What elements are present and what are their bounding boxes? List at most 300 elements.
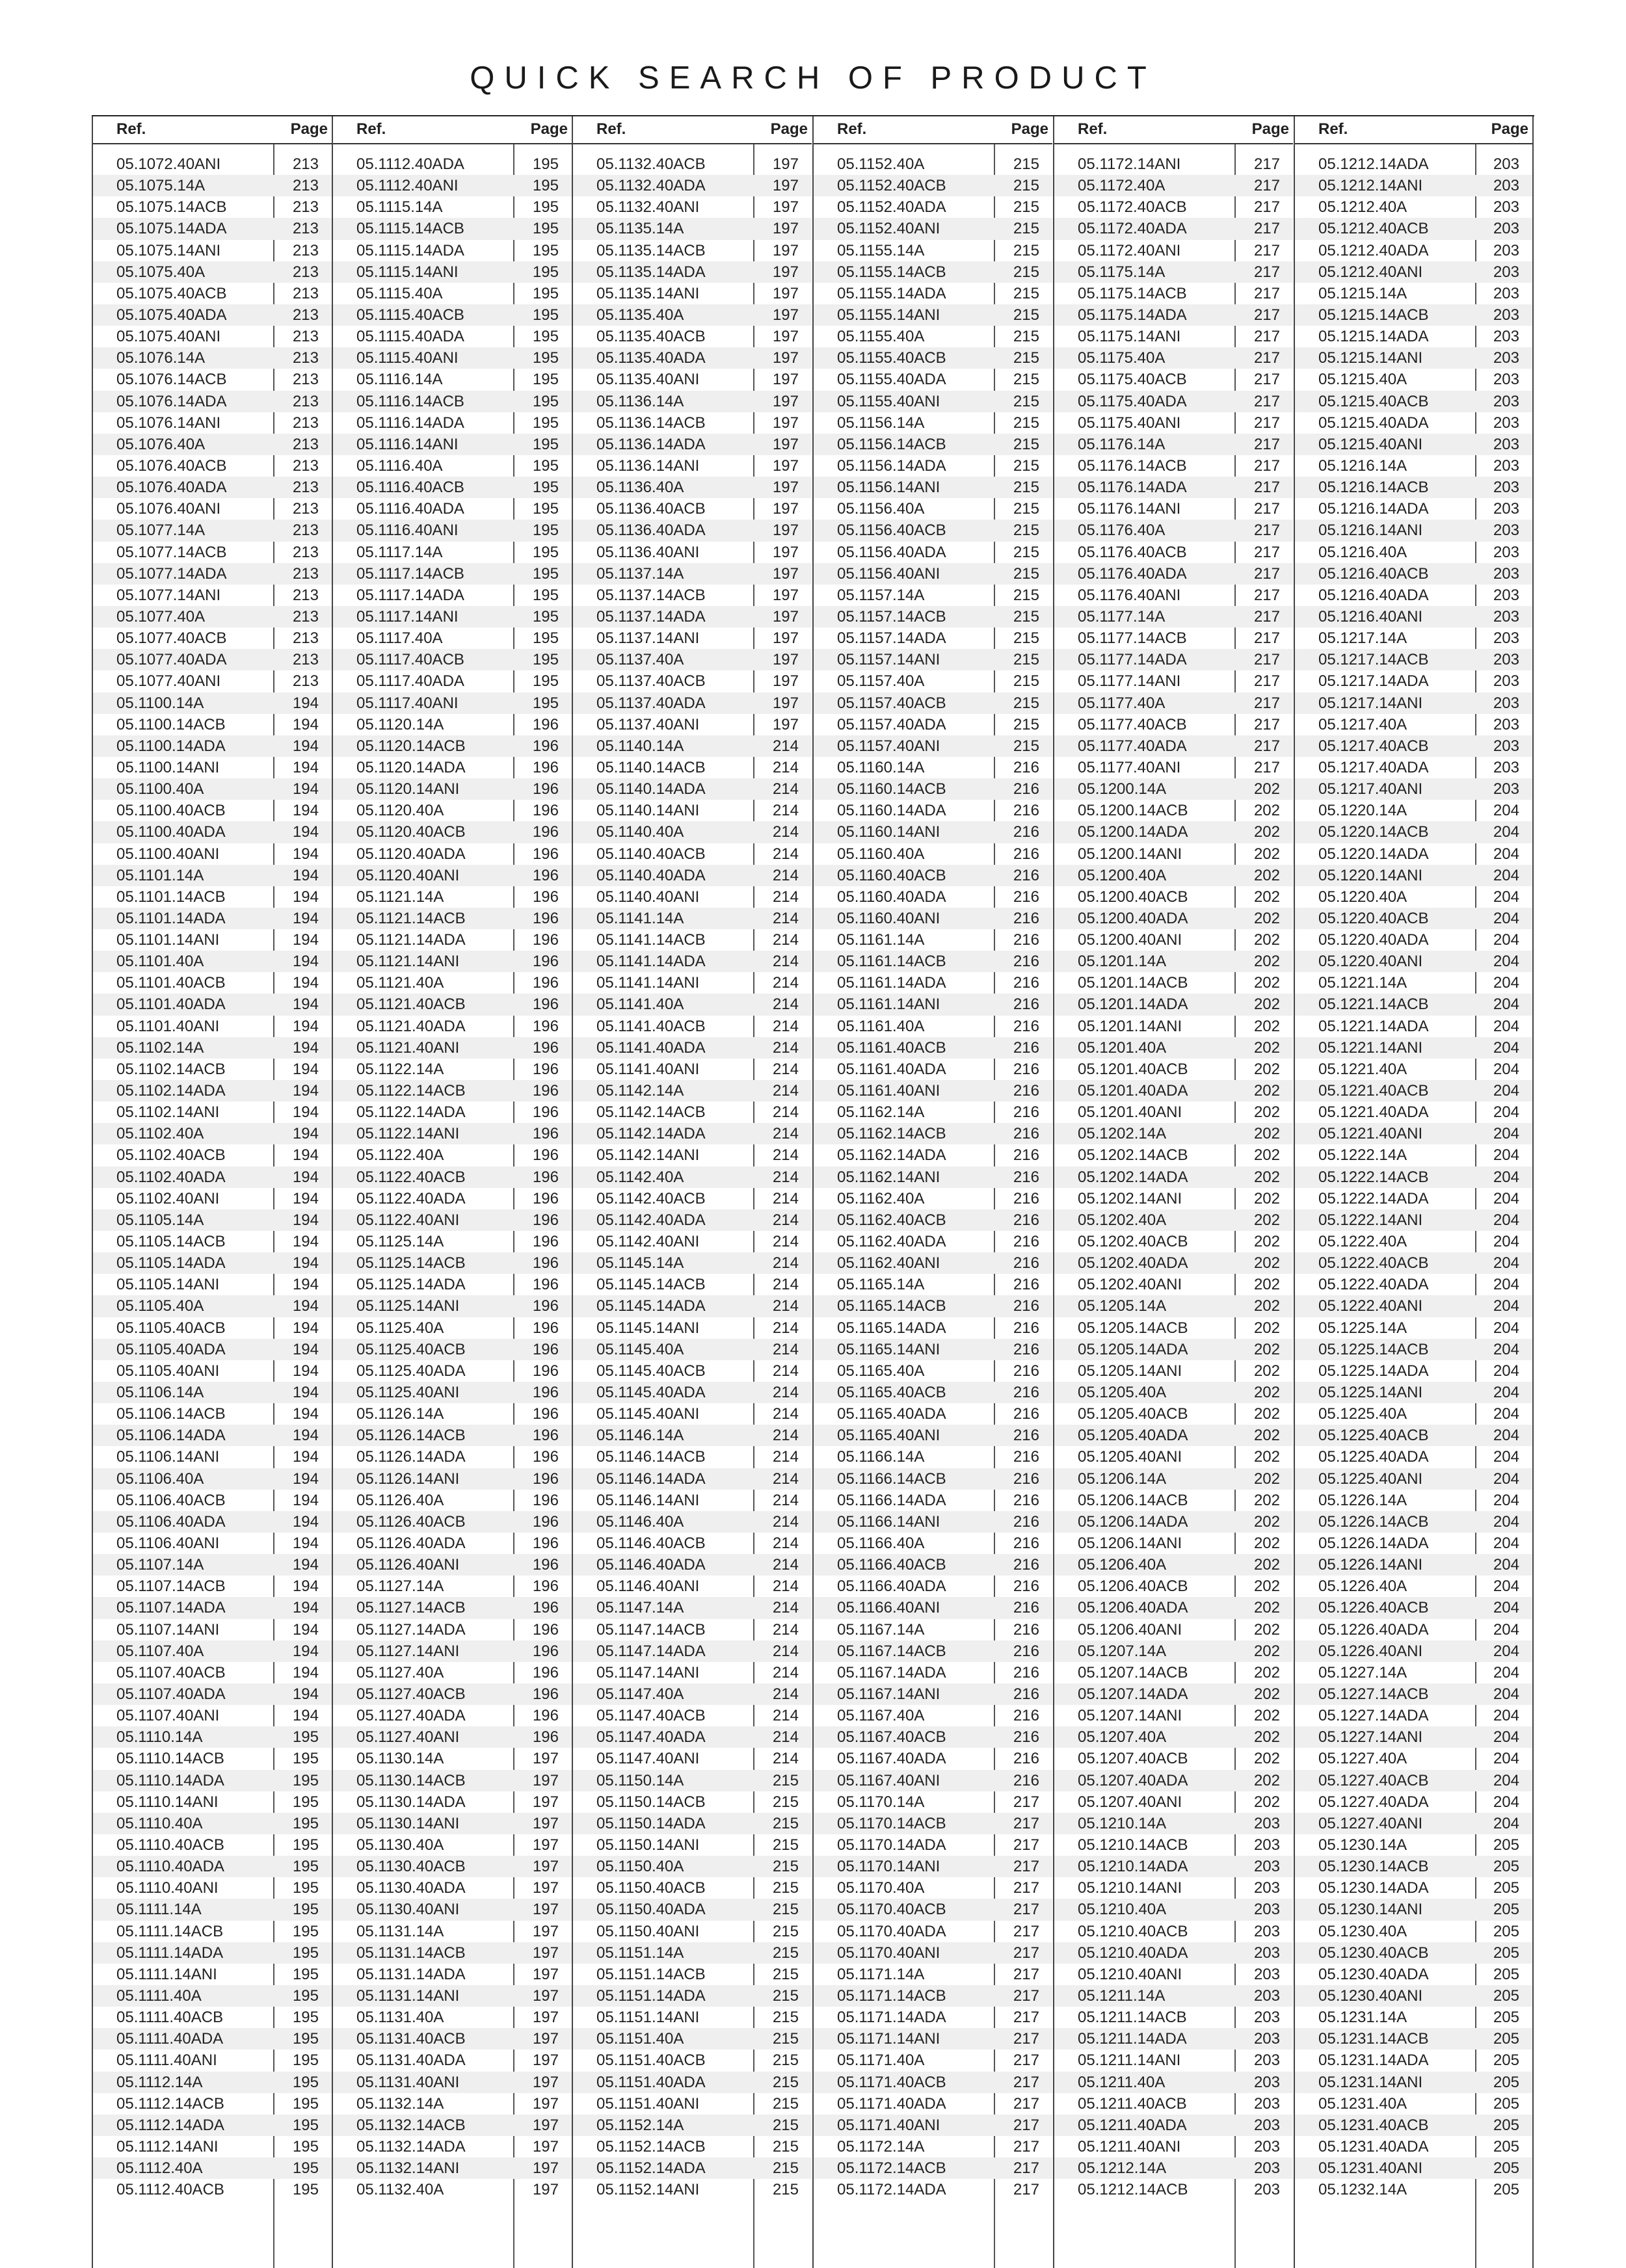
table-row [573, 1662, 812, 1683]
table-row [1295, 1533, 1532, 1554]
product-ref: 05.1225.14ADA [1318, 1362, 1429, 1380]
product-ref: 05.1140.40ANI [596, 888, 700, 906]
table-row [814, 1791, 1052, 1813]
page-number: 204 [1493, 1211, 1519, 1229]
page-number: 194 [292, 1146, 319, 1165]
index-rows [333, 153, 572, 2200]
table-row [814, 261, 1052, 283]
page-number: 215 [1013, 349, 1039, 367]
page-number: 217 [1253, 651, 1280, 669]
table-row [1295, 692, 1532, 714]
table-row [333, 1252, 572, 1274]
page-number: 195 [532, 241, 559, 259]
product-ref: 05.1206.40A [1078, 1556, 1167, 1574]
table-row [333, 670, 572, 692]
table-row [814, 1382, 1052, 1403]
table-row [814, 196, 1052, 218]
product-ref: 05.1142.14ADA [596, 1125, 706, 1143]
product-ref: 05.1216.40ADA [1318, 586, 1429, 604]
page-number: 215 [1013, 456, 1039, 475]
table-row [333, 886, 572, 908]
product-ref: 05.1121.40ADA [356, 1017, 466, 1035]
page-number: 217 [1253, 155, 1280, 173]
page-number: 197 [532, 1750, 559, 1768]
product-ref: 05.1125.14ACB [356, 1254, 466, 1272]
table-row [814, 240, 1052, 261]
table-row [1054, 1317, 1293, 1339]
page-number: 214 [772, 802, 799, 820]
product-ref: 05.1167.40ANI [837, 1771, 940, 1789]
page-number: 205 [1493, 1858, 1519, 1876]
table-row [93, 886, 332, 908]
table-row [333, 412, 572, 434]
page-number: 205 [1493, 1901, 1519, 1919]
index-column [332, 116, 572, 2268]
page-number: 195 [532, 629, 559, 648]
page-number: 196 [532, 909, 559, 927]
page-number: 196 [532, 1125, 559, 1143]
product-ref: 05.1165.40ADA [837, 1405, 946, 1423]
product-ref: 05.1076.14ANI [116, 414, 221, 432]
table-row [814, 1899, 1052, 1920]
page-number: 194 [292, 1707, 319, 1725]
page-number: 214 [772, 1082, 799, 1100]
page-number: 205 [1493, 1879, 1519, 1897]
page-number: 204 [1493, 1276, 1519, 1294]
product-ref: 05.1207.14ACB [1078, 1663, 1188, 1681]
table-row [573, 391, 812, 412]
table-row [814, 326, 1052, 347]
page-number: 213 [292, 500, 319, 518]
page-number: 203 [1493, 328, 1519, 346]
page-number: 216 [1013, 1189, 1039, 1207]
page-number: 213 [292, 629, 319, 648]
product-ref: 05.1136.40ADA [596, 521, 706, 540]
product-ref: 05.1175.40ACB [1078, 371, 1187, 389]
table-row [1054, 1748, 1293, 1769]
product-ref: 05.1145.40ACB [596, 1362, 706, 1380]
table-row [333, 2050, 572, 2071]
page-number: 195 [532, 349, 559, 367]
product-ref: 05.1230.40A [1318, 1922, 1407, 1940]
page-number: 203 [1493, 306, 1519, 324]
product-ref: 05.1140.14ACB [596, 758, 706, 776]
table-row [573, 1791, 812, 1813]
product-ref: 05.1100.14ANI [116, 758, 220, 776]
product-ref: 05.1157.14A [837, 586, 925, 604]
page-number: 202 [1253, 1125, 1280, 1143]
table-row [814, 670, 1052, 692]
product-ref: 05.1110.40ACB [116, 1836, 224, 1854]
product-ref: 05.1216.14ANI [1318, 521, 1423, 540]
page-number: 217 [1253, 694, 1280, 712]
table-row [1295, 304, 1532, 326]
product-ref: 05.1165.40ACB [837, 1384, 946, 1402]
product-ref: 05.1225.14ANI [1318, 1384, 1423, 1402]
page-number: 214 [772, 1491, 799, 1509]
table-row [814, 649, 1052, 670]
product-ref: 05.1136.14ACB [596, 414, 706, 432]
table-row [814, 606, 1052, 627]
table-row [1295, 1597, 1532, 1618]
page-number: 197 [772, 414, 799, 432]
page-number: 202 [1253, 1384, 1280, 1402]
product-ref: 05.1141.40A [596, 996, 684, 1014]
page-number: 194 [292, 1556, 319, 1574]
product-ref: 05.1210.14A [1078, 1814, 1167, 1832]
page-number: 215 [772, 2181, 799, 2199]
page-number: 215 [1013, 651, 1039, 669]
product-ref: 05.1127.40ACB [356, 1685, 466, 1703]
table-row [1295, 1899, 1532, 1920]
table-row [93, 1339, 332, 1360]
table-row [1295, 2007, 1532, 2028]
page-number: 194 [292, 1233, 319, 1251]
page-number: 204 [1493, 1750, 1519, 1768]
page-number: 202 [1253, 823, 1280, 841]
table-row [333, 1705, 572, 1726]
product-ref: 05.1205.14ANI [1078, 1362, 1182, 1380]
page-number: 217 [1253, 220, 1280, 238]
table-row [1054, 1231, 1293, 1252]
page-number: 214 [772, 1448, 799, 1466]
table-row [1054, 951, 1293, 972]
table-row [1295, 1016, 1532, 1037]
product-ref: 05.1135.40ANI [596, 371, 700, 389]
page-number: 195 [292, 2073, 319, 2091]
product-ref: 05.1110.14A [116, 1728, 203, 1747]
page-number: 204 [1493, 1340, 1519, 1358]
table-row [1054, 412, 1293, 434]
product-ref: 05.1120.14ADA [356, 758, 466, 776]
product-ref: 05.1112.14ADA [116, 2116, 224, 2134]
product-ref: 05.1201.14ACB [1078, 974, 1188, 992]
table-row [93, 2050, 332, 2071]
page-number: 216 [1013, 866, 1039, 884]
page-number: 217 [1253, 629, 1280, 648]
page-number: 194 [292, 931, 319, 949]
page-number: 197 [532, 1771, 559, 1789]
product-ref: 05.1135.14ACB [596, 241, 706, 259]
table-row [93, 1964, 332, 1985]
product-ref: 05.1226.40ACB [1318, 1599, 1429, 1617]
page-number: 202 [1253, 996, 1280, 1014]
page-header: Page [530, 120, 568, 138]
product-ref: 05.1122.40A [356, 1146, 444, 1165]
table-row [573, 2007, 812, 2028]
table-row [93, 1662, 332, 1683]
table-row [1054, 1188, 1293, 1209]
product-ref: 05.1111.40ANI [116, 2051, 217, 2070]
table-row [814, 1554, 1052, 1576]
product-ref: 05.1165.14ACB [837, 1297, 946, 1315]
page-number: 203 [1493, 715, 1519, 733]
table-row [93, 1080, 332, 1101]
product-ref: 05.1177.40ADA [1078, 737, 1187, 755]
page-number: 194 [292, 737, 319, 755]
product-ref: 05.1126.14ACB [356, 1427, 466, 1445]
product-ref: 05.1106.40A [116, 1470, 204, 1488]
table-row [1054, 1511, 1293, 1533]
product-ref: 05.1107.14ADA [116, 1599, 226, 1617]
table-row [1054, 498, 1293, 520]
product-ref: 05.1076.14ACB [116, 371, 227, 389]
table-row [93, 929, 332, 951]
product-ref: 05.1127.14ANI [356, 1642, 460, 1660]
page-number: 213 [292, 651, 319, 669]
page-number: 202 [1253, 1642, 1280, 1660]
product-ref: 05.1112.14ANI [116, 2137, 219, 2156]
table-row [93, 865, 332, 886]
product-ref: 05.1201.40A [1078, 1038, 1167, 1057]
page-number: 217 [1253, 306, 1280, 324]
product-ref: 05.1075.14ADA [116, 220, 227, 238]
table-row [93, 2115, 332, 2136]
product-ref: 05.1105.40ADA [116, 1340, 226, 1358]
table-row [573, 2093, 812, 2115]
table-row [93, 1209, 332, 1231]
page-number: 195 [292, 1814, 319, 1832]
product-ref: 05.1167.14ANI [837, 1685, 940, 1703]
page-number: 203 [1493, 521, 1519, 540]
page-number: 204 [1493, 1535, 1519, 1552]
page-number: 215 [1013, 198, 1039, 217]
table-row [93, 2157, 332, 2179]
page-number: 194 [292, 1362, 319, 1380]
table-row [1054, 1167, 1293, 1188]
product-ref: 05.1130.40ANI [356, 1901, 460, 1919]
page-number: 196 [532, 866, 559, 884]
page-number: 202 [1253, 1254, 1280, 1272]
table-row [1054, 1101, 1293, 1123]
product-ref: 05.1077.40A [116, 607, 206, 626]
table-row [573, 1619, 812, 1641]
product-ref: 05.1075.40ACB [116, 284, 227, 302]
page-number: 196 [532, 737, 559, 755]
product-ref: 05.1210.40ANI [1078, 1965, 1182, 1983]
table-row [1295, 800, 1532, 821]
table-row [814, 1921, 1052, 1942]
page-number: 215 [1013, 284, 1039, 302]
ref-header: Ref. [356, 120, 386, 138]
product-ref: 05.1221.14ANI [1318, 1038, 1423, 1057]
product-ref: 05.1110.14ADA [116, 1771, 224, 1789]
table-row [93, 1188, 332, 1209]
product-ref: 05.1162.14ANI [837, 1168, 940, 1186]
table-row [333, 778, 572, 800]
table-row [573, 304, 812, 326]
product-ref: 05.1117.14A [356, 543, 443, 561]
product-ref: 05.1126.14ADA [356, 1448, 466, 1466]
page-number: 215 [772, 2073, 799, 2091]
product-ref: 05.1101.14ANI [116, 931, 220, 949]
page-number: 215 [1013, 220, 1039, 238]
page-number: 215 [772, 2009, 799, 2027]
page-number: 203 [1253, 1814, 1280, 1832]
page-number: 196 [532, 931, 559, 949]
product-ref: 05.1201.14ADA [1078, 996, 1188, 1014]
product-ref: 05.1170.14A [837, 1793, 925, 1811]
table-row [814, 757, 1052, 778]
table-row [333, 1188, 572, 1209]
table-row [1295, 908, 1532, 929]
page-number: 204 [1493, 866, 1519, 884]
product-ref: 05.1131.14ANI [356, 1986, 460, 2005]
product-ref: 05.1167.40ACB [837, 1728, 946, 1747]
product-ref: 05.1206.14ADA [1078, 1512, 1188, 1531]
table-row [333, 735, 572, 757]
product-ref: 05.1212.40A [1318, 198, 1407, 217]
table-row [573, 1123, 812, 1144]
table-row [1295, 1576, 1532, 1597]
product-ref: 05.1226.14ADA [1318, 1535, 1429, 1552]
product-ref: 05.1172.14ANI [1078, 155, 1181, 173]
index-column [1294, 116, 1534, 2268]
product-ref: 05.1151.14A [596, 1944, 684, 1962]
table-row [93, 1490, 332, 1511]
product-ref: 05.1107.40ANI [116, 1707, 220, 1725]
product-ref: 05.1212.40ACB [1318, 220, 1429, 238]
table-row [573, 175, 812, 196]
table-row [1054, 347, 1293, 369]
product-ref: 05.1155.40ADA [837, 371, 946, 389]
table-row [573, 2136, 812, 2157]
product-ref: 05.1205.40ANI [1078, 1448, 1182, 1466]
table-row [1054, 1726, 1293, 1748]
product-ref: 05.1167.40ADA [837, 1750, 946, 1768]
table-row [1054, 2072, 1293, 2093]
page-number: 194 [292, 1427, 319, 1445]
table-row [1054, 1425, 1293, 1446]
page-number: 195 [292, 1793, 319, 1811]
page-number: 216 [1013, 1082, 1039, 1100]
table-row [333, 1511, 572, 1533]
product-ref: 05.1077.40ADA [116, 651, 227, 669]
page-number: 217 [1253, 758, 1280, 776]
product-ref: 05.1160.40A [837, 845, 925, 863]
product-ref: 05.1132.40ACB [596, 155, 706, 173]
page-number: 195 [532, 220, 559, 238]
product-ref: 05.1222.40ANI [1318, 1297, 1423, 1315]
product-ref: 05.1146.14ADA [596, 1470, 706, 1488]
page-number: 215 [1013, 500, 1039, 518]
product-ref: 05.1077.14ACB [116, 543, 227, 561]
page-number: 213 [292, 456, 319, 475]
table-row [93, 1856, 332, 1877]
table-row [814, 283, 1052, 304]
table-row [814, 1877, 1052, 1899]
page-number: 195 [532, 198, 559, 217]
table-row [1295, 2115, 1532, 2136]
page-number: 203 [1253, 1879, 1280, 1897]
table-row [93, 1877, 332, 1899]
product-ref: 05.1162.40A [837, 1189, 925, 1207]
page-number: 216 [1013, 1254, 1039, 1272]
table-row [1054, 1641, 1293, 1662]
table-row [573, 843, 812, 865]
table-row [333, 563, 572, 585]
table-row [573, 153, 812, 175]
product-ref: 05.1135.14A [596, 220, 684, 238]
product-ref: 05.1147.40A [596, 1685, 684, 1703]
product-ref: 05.1177.40A [1078, 694, 1166, 712]
page-number: 217 [1253, 521, 1280, 540]
table-row [573, 1274, 812, 1295]
table-row [333, 1791, 572, 1813]
table-row [1295, 1770, 1532, 1791]
table-row [333, 434, 572, 455]
product-ref: 05.1152.14ANI [596, 2181, 700, 2199]
page-number: 202 [1253, 931, 1280, 949]
product-ref: 05.1145.40ANI [596, 1405, 700, 1423]
table-row [1054, 1619, 1293, 1641]
table-row [93, 369, 332, 390]
product-ref: 05.1175.40ADA [1078, 392, 1187, 410]
table-row [814, 542, 1052, 563]
page-number: 214 [772, 953, 799, 971]
table-row [1295, 1985, 1532, 2007]
page-number: 216 [1013, 823, 1039, 841]
product-ref: 05.1221.40ANI [1318, 1125, 1423, 1143]
page-number: 204 [1493, 1103, 1519, 1122]
table-row [814, 1059, 1052, 1080]
product-ref: 05.1215.40A [1318, 371, 1407, 389]
product-ref: 05.1150.14ACB [596, 1793, 706, 1811]
product-ref: 05.1205.14ADA [1078, 1340, 1188, 1358]
table-row [333, 1641, 572, 1662]
index-rows [93, 153, 332, 2200]
product-ref: 05.1146.14ACB [596, 1448, 706, 1466]
page-number: 195 [532, 456, 559, 475]
table-row [1295, 218, 1532, 239]
page-number: 195 [532, 607, 559, 626]
page-number: 204 [1493, 1470, 1519, 1488]
page-number: 204 [1493, 1556, 1519, 1574]
page-number: 202 [1253, 909, 1280, 927]
page-number: 215 [772, 1879, 799, 1897]
page-number: 203 [1493, 651, 1519, 669]
table-row [93, 1403, 332, 1425]
product-ref: 05.1212.14ANI [1318, 177, 1423, 195]
table-row [1054, 1037, 1293, 1059]
page-number: 216 [1013, 1577, 1039, 1596]
product-ref: 05.1100.14ACB [116, 715, 226, 733]
page-number: 197 [532, 1879, 559, 1897]
table-row [814, 412, 1052, 434]
product-ref: 05.1222.40ACB [1318, 1254, 1429, 1272]
page-number: 214 [772, 1060, 799, 1078]
table-row [814, 1964, 1052, 1985]
index-column [572, 116, 812, 2268]
page-number: 197 [772, 543, 799, 561]
product-ref: 05.1101.14A [116, 866, 204, 884]
product-ref: 05.1135.40ACB [596, 328, 706, 346]
page-number: 194 [292, 1168, 319, 1186]
table-row [333, 1101, 572, 1123]
page-number: 203 [1493, 435, 1519, 453]
page-number: 204 [1493, 953, 1519, 971]
page-number: 205 [1493, 2181, 1519, 2199]
page-number: 215 [772, 2116, 799, 2134]
table-row [573, 821, 812, 843]
table-row [93, 196, 332, 218]
product-ref: 05.1177.40ACB [1078, 715, 1187, 733]
product-ref: 05.1101.40ANI [116, 1017, 220, 1035]
table-row [333, 2093, 572, 2115]
page-number: 216 [1013, 1750, 1039, 1768]
table-row [1295, 283, 1532, 304]
page-number: 217 [1253, 435, 1280, 453]
